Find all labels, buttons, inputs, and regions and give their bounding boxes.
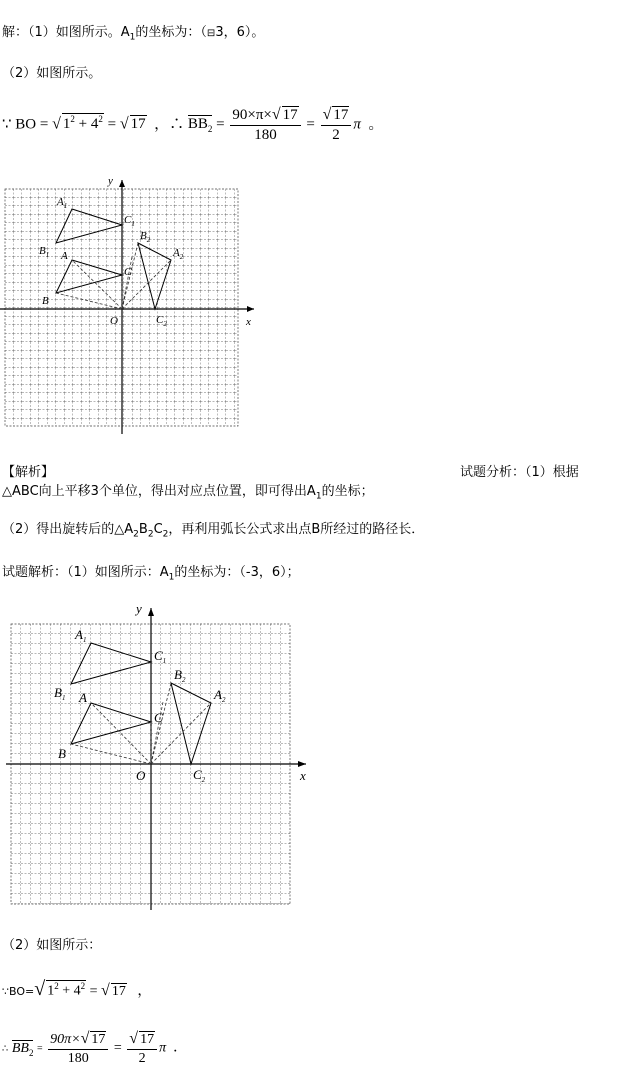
fig2-b2-subscript: 2	[181, 676, 186, 684]
fig2-c: C	[154, 710, 163, 725]
arc-fraction: $\frac{90\times\pi\times√ 17}{180}$	[230, 106, 300, 144]
fig1-a2: $A_2$	[173, 247, 184, 261]
analysis-heading: 【解析】	[2, 465, 55, 480]
bo-radicand-b: 4	[73, 984, 81, 999]
fig2-o-label: O	[136, 768, 146, 783]
top-line-1-sub: 1	[129, 32, 136, 43]
bo-end: ，	[137, 984, 152, 999]
analysis-line-1-sub: 1	[315, 491, 322, 502]
therefore-symbol: ∴	[169, 116, 185, 133]
analysis-line-2-b: B	[138, 522, 148, 537]
fig1-b1-subscript: 1	[45, 251, 50, 259]
fig1-y-label: y	[108, 175, 113, 187]
arc-den: 180	[254, 127, 277, 143]
fig1-x-label: x	[246, 316, 251, 328]
arc-pi: π	[159, 1040, 167, 1056]
result-fraction: $\frac{√ 17}{2}$	[321, 106, 352, 144]
arc-bb2-label: BB	[187, 116, 208, 133]
solution-line-1-end: 的坐标为：（-3，6）；	[174, 565, 300, 580]
fig2-b1-subscript: 1	[61, 694, 66, 702]
analysis-line-1-end: 的坐标；	[321, 484, 374, 499]
fig2-c1: $C_1$	[154, 648, 167, 665]
bo-radicand-a: 1	[47, 984, 55, 999]
bo-label: BO	[15, 116, 37, 133]
fig1-c2: $C_2$	[156, 314, 167, 328]
bo-prefix: ∵BO=	[2, 985, 35, 998]
arc-num-2: 90π×	[50, 1032, 81, 1047]
figure-1	[0, 172, 270, 442]
fig2-a2: $A_2$	[214, 687, 226, 704]
top-line-1-rest: 的坐标为：（	[135, 25, 207, 40]
fig1-b1: $B_1$	[39, 245, 50, 259]
arc-fraction-2: $\frac{90\pi\times√ 17}{180}$	[48, 1030, 108, 1067]
because-symbol: ∵	[2, 116, 12, 133]
arc-sub: 2	[28, 1047, 34, 1058]
fig2-a: A	[79, 690, 87, 705]
figure-2	[0, 598, 320, 914]
fig1-b: B	[42, 295, 49, 307]
fig1-c2-subscript: 2	[163, 320, 167, 328]
minus-glyph: ⊟	[206, 28, 216, 39]
fig1-b2: $B_2$	[140, 230, 151, 244]
analysis-line-2: （2）得出旋转后的$\triangle A_2B_2C_2$，再利用弧长公式求出点B所经过的路径长．	[2, 522, 425, 540]
solution-line-1-sub: 1	[168, 572, 175, 583]
fig2-c2: $C_2$	[193, 767, 206, 784]
fig1-c1-subscript: 1	[131, 220, 135, 228]
solution-line-2: （2）如图所示：	[2, 938, 102, 953]
fig2-a2-subscript: 2	[221, 696, 226, 704]
fig2-c2-subscript: 2	[201, 776, 206, 784]
solution-line-1	[2, 561, 300, 583]
top-line-1-text: 解：（1）如图所示。A	[2, 25, 130, 40]
top-line-2: （2）如图所示。	[2, 66, 102, 81]
fig2-a1: $A_1$	[75, 627, 87, 644]
arc-bb2-sub: 2	[207, 124, 213, 135]
fig2-y-label: y	[136, 601, 142, 616]
solution-arc-equation: ∴ $BB_2$ = $\frac{90\pi\times√ 17}{180}$ = $\frac{√ 17}{2}$ π ．	[2, 1030, 188, 1066]
arc-result-fraction: $\frac{√ 17}{2}$	[127, 1030, 157, 1067]
analysis-line-1	[2, 480, 374, 502]
top-line-1	[2, 21, 264, 43]
pi-symbol: π	[353, 116, 361, 133]
fig1-c: C	[124, 266, 132, 278]
arc-result-den: 2	[138, 1051, 146, 1066]
top-line-1-end: 3，6）。	[215, 25, 265, 40]
solution-line-1-text: 试题解析：（1）如图所示：A	[2, 565, 169, 580]
analysis-line-2-c: C	[153, 522, 163, 537]
fig1-a2-subscript: 2	[179, 253, 184, 261]
fig2-x-label: x	[300, 768, 306, 783]
top-equation: ∵ BO = √ $1^2 + 4^2$ = √ 17 ，∴ $BB_2$ = $\frac{90\times\pi\times√ 17}{180}$ = $\frac{√ 17}{2}$ π 。	[2, 106, 384, 143]
fig2-a1-subscript: 1	[82, 636, 87, 644]
solution-bo-equation: ∵BO=√ $1^2 + 4^2$ = √ 17 ，	[2, 978, 152, 1000]
radicand-a: 1	[62, 116, 71, 133]
arc-prefix: ∴	[2, 1043, 9, 1055]
analysis-line-2-end: ，再利用弧长公式求出点B所经过的路径长．	[168, 522, 425, 537]
analysis-line-2-text: （2）得出旋转后的△A	[2, 522, 134, 537]
fig1-b2-subscript: 2	[146, 236, 151, 244]
sqrt-17: 17	[130, 116, 146, 133]
analysis-line-1-text: △ABC向上平移3个单位，得出对应点位置，即可得出A	[2, 484, 316, 499]
arc-num: 90×π×	[232, 107, 272, 123]
fig2-b: B	[58, 746, 66, 761]
arc-end: ．	[173, 1040, 188, 1056]
fig2-c1-subscript: 1	[162, 657, 167, 665]
fig1-a: A	[61, 250, 68, 262]
fig1-a1-subscript: 1	[63, 202, 68, 210]
arc-den-2: 180	[67, 1051, 89, 1066]
fig1-c1: $C_1$	[124, 214, 135, 228]
fig1-o-label: O	[110, 315, 118, 327]
arc-eq: =	[36, 1043, 43, 1055]
eq-end: 。	[368, 116, 384, 133]
analysis-right-label: 试题分析：（1）根据	[460, 465, 579, 480]
bo-sqrt-17: 17	[111, 984, 126, 999]
fig1-a1: $A_1$	[57, 196, 68, 210]
arc-label: BB	[11, 1040, 29, 1056]
fig2-b2: $B_2$	[174, 667, 186, 684]
fig2-b1: $B_1$	[54, 685, 66, 702]
result-den: 2	[332, 127, 340, 143]
radicand-b: 4	[90, 116, 99, 133]
